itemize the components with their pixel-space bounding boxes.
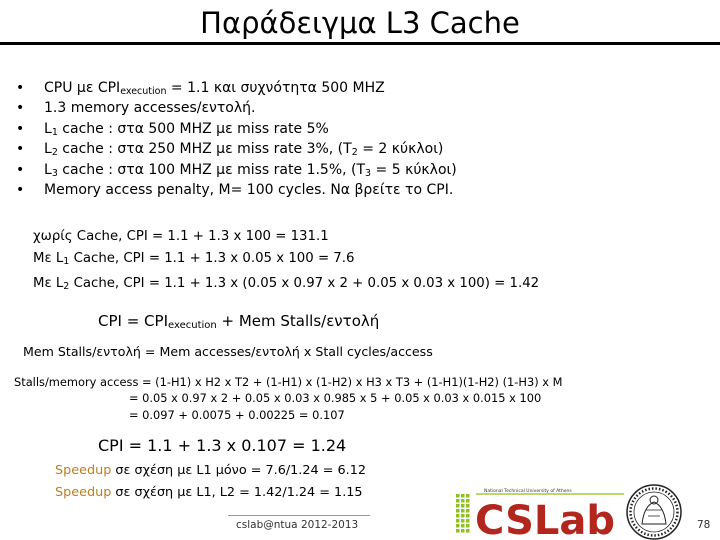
stalls-line-1: Stalls/memory access = (1-H1) x H2 x T2 + (1-H1) x (1-H2) x H3 x T3 + (1-H1)(1-H2) (1-H3) x M [14, 375, 563, 389]
bullet-dot-icon: • [16, 161, 25, 178]
cpi-result: CPI = 1.1 + 1.3 x 0.107 = 1.24 [98, 436, 347, 455]
example-l1-cache: Με $L_1$ Cache, CPI = 1.1 + 1.3 x 0.05 x 100 = 7.6 [33, 251, 355, 267]
bullet-item: • $L_2$ cache : στα 250 MHZ με miss rate 3%, ($T_2 = 2$ κύκλοι) [16, 141, 444, 159]
bullet-dot-icon: • [16, 141, 25, 158]
title-underline [0, 42, 720, 45]
stalls-line-2: = 0.05 x 0.97 x 2 + 0.05 x 0.03 x 0.985 x 5 + 0.05 x 0.03 x 0.015 x 100 [129, 391, 542, 405]
logo-text: CSLab [475, 498, 616, 540]
example-l2-cache: Με $L_2$ Cache, CPI = 1.1 + 1.3 x (0.05 x 0.97 x 2 + 0.05 x 0.03 x 100) = 1.42 [33, 276, 540, 292]
bullet-item: • CPU με $CPI_{execution} = 1.1$ και συχνότητα 500 MHZ [16, 80, 385, 97]
cpi-formula: CPI = $CPI_{execution}$ + Mem Stalls/εντολή [98, 312, 380, 331]
footer-text: cslab@ntua 2012-2013 [236, 519, 359, 531]
speedup-l1-l2: Speedup σε σχέση με L1, L2 = 1.42/1.24 = 1.15 [55, 485, 363, 500]
bullet-dot-icon: • [16, 100, 25, 117]
example-no-cache: χωρίς Cache, CPI = 1.1 + 1.3 x 100 = 131.1 [33, 229, 329, 244]
bullet-dot-icon: • [16, 120, 25, 137]
ntua-seal-icon [627, 485, 681, 539]
bullet-dot-icon: • [16, 182, 25, 199]
bullet-item: • $L_3$ cache : στα 100 MHZ με miss rate 1.5%, ($T_3 = 5$ κύκλοι) [16, 161, 457, 179]
footer-divider [228, 515, 370, 516]
problem-bullets [16, 78, 457, 200]
page-number: 78 [697, 519, 711, 531]
logo-ring-text: National Technical University of Athens [484, 489, 572, 494]
bullet-item: • $L_1$ cache : στα 500 MHZ με miss rate 5% [16, 120, 329, 138]
cslab-logo [448, 484, 686, 540]
bullet-dot-icon: • [16, 80, 25, 96]
logo-dot-grid [456, 494, 470, 533]
speedup-l1: Speedup σε σχέση με L1 μόνο = 7.6/1.24 = 6.12 [55, 463, 367, 478]
mem-stalls-formula: Mem Stalls/εντολή = Mem accesses/εντολή x Stall cycles/access [23, 344, 433, 359]
bullet-item: • Memory access penalty, M= 100 cycles. Να βρείτε το CPI. [16, 180, 457, 200]
stalls-line-3: = 0.097 + 0.0075 + 0.00225 = 0.107 [129, 408, 345, 422]
slide-title: Παράδειγμα L3 Cache [200, 6, 520, 40]
bullet-item: • 1.3 memory accesses/εντολή. [16, 98, 457, 118]
